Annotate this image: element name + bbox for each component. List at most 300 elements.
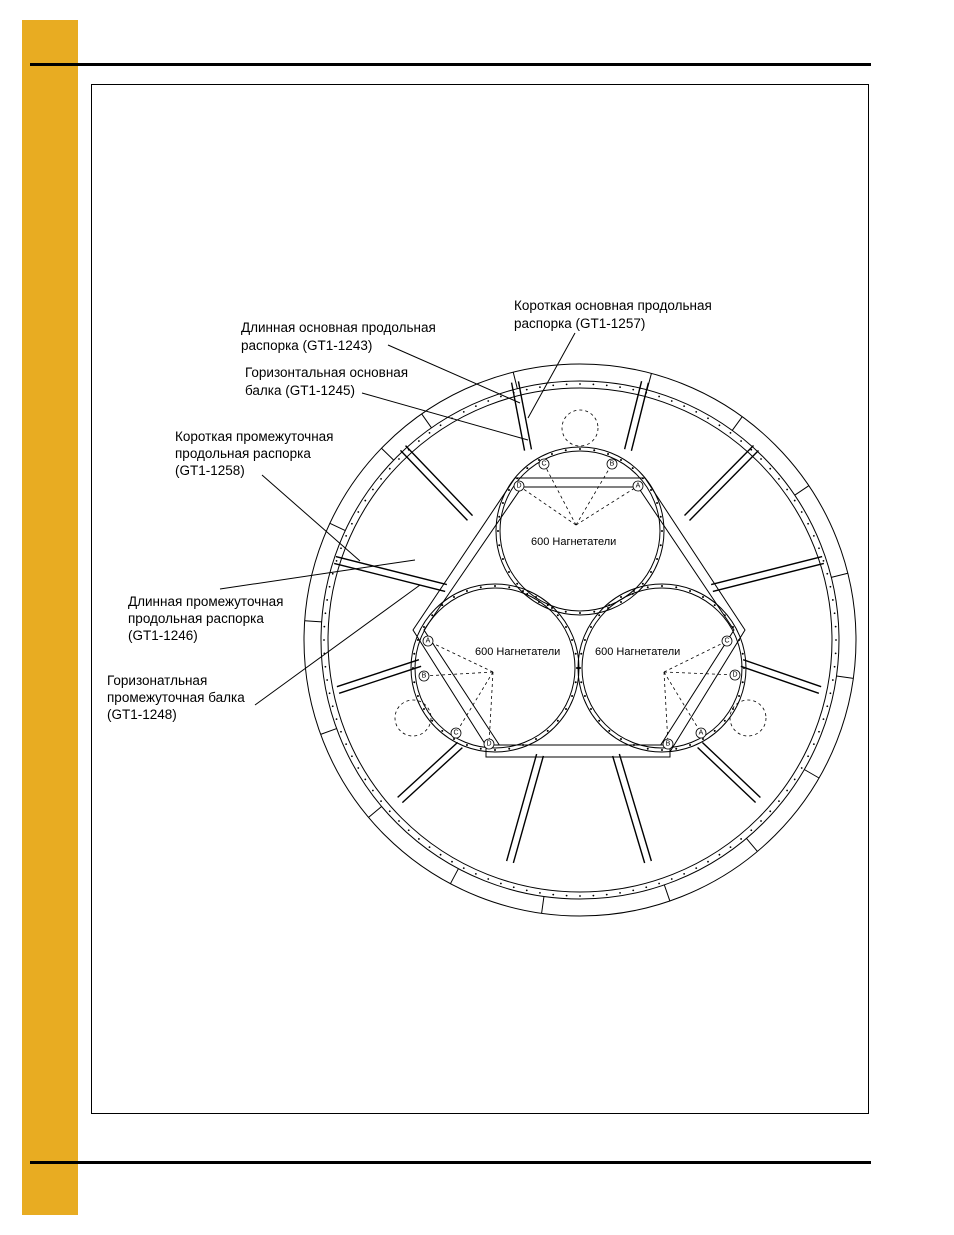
fan-bolt [453,738,455,740]
fan-bolt [675,586,677,588]
ring-bolt [526,389,528,391]
ring-bolt [719,854,721,856]
fan-bolt [575,653,577,655]
ring-bolt [830,692,832,694]
fan-bolt [742,653,744,655]
hole-tag-letter: C [453,729,459,737]
hole-tag-letter: D [486,740,492,748]
fan-bolt [584,639,586,641]
fan-label-left: 600 Нагнетатели [475,646,561,658]
fan-bolt [702,596,704,598]
ring-bolt [380,478,382,480]
ring-segment-tick [330,523,345,530]
ring-bolt [707,861,709,863]
ring-bolt [325,666,327,668]
ring-bolt [340,547,342,549]
label-long-main-strut: Длинная основная продольная распорка (GT1-1243) [241,320,436,353]
ring-bolt [801,511,803,513]
fan-bolt [608,730,610,732]
ring-bolt [326,599,328,601]
ring-bolt [760,820,762,822]
ring-segment-tick [732,417,742,431]
fan-dash-line [576,486,638,525]
fan-bolt [466,744,468,746]
ring-bolt [826,705,828,707]
fan-bolt [441,604,443,606]
fan-bolt [526,467,528,469]
fan-bolt [579,448,581,450]
fan-bolt [590,626,592,628]
fan-bolt [417,695,419,697]
ring-bolt [632,389,634,391]
ring-bolt [579,895,581,897]
fan-dash-line [664,672,701,733]
ring-bolt [440,424,442,426]
ring-bolt [487,878,489,880]
ring-bolt [730,432,732,434]
ring-bolt [351,755,353,757]
hole-tag-letter: B [421,672,427,680]
ring-bolt [463,867,465,869]
fan-ring-outer [411,584,579,752]
ring-bolt [418,440,420,442]
ring-bolt [332,705,334,707]
radial-strut-edge [398,742,458,797]
fan-dash-line [489,672,493,744]
ring-bolt [372,489,374,491]
radial-strut-edge [711,557,822,585]
ring-bolt [325,612,327,614]
fan-bolt [516,477,518,479]
radial-strut-edge [336,557,447,585]
ring-bolt [487,400,489,402]
ring-bolt [592,895,594,897]
fan-bolt [431,720,433,722]
fan-bolt [661,530,663,532]
fan-bolt [565,626,567,628]
fan-bolt [714,604,716,606]
ring-bolt [440,854,442,856]
fan-bolt [580,681,582,683]
ring-segment-tick [804,770,819,779]
ring-bolt [619,892,621,894]
fan-bolt [423,626,425,628]
ring-bolt [813,535,815,537]
fan-bolt [547,730,549,732]
fan-bolt [620,459,622,461]
fan-dash-line [424,672,493,676]
fan-bolt [580,653,582,655]
fan-bolt [579,612,581,614]
ring-bolt [357,767,359,769]
aux-dashed-circle [562,410,598,446]
fan-bolt [508,571,510,573]
ring-bolt [645,886,647,888]
radial-strut-edge [337,660,419,687]
fan-bolt [642,583,644,585]
ring-bolt [408,829,410,831]
label-horizontal-intermediate-beam: Горизонатльная промежуточная балка (GT1-1248) [107,673,245,722]
ring-bolt [323,626,325,628]
ring-bolt [606,894,608,896]
fan-bolt [620,601,622,603]
ring-bolt [834,612,836,614]
ring-segment-tick [305,621,322,622]
fan-bolt [498,516,500,518]
ring-bolt [463,411,465,413]
ring-bolt [513,886,515,888]
fan-bolt [742,681,744,683]
fan-label-top: 600 Нагнетатели [531,536,617,548]
ring-bolt [500,396,502,398]
fan-bolt [453,596,455,598]
fan-bolt [494,585,496,587]
ring-bolt [807,523,809,525]
ring-bolt [740,440,742,442]
radial-strut-edge [698,748,756,803]
fan-bolt [633,590,635,592]
ring-bolt [695,867,697,869]
fan-dash-line [544,464,576,525]
fan-bolt [632,467,634,469]
fan-bolt [590,708,592,710]
fan-bolt [593,449,595,451]
hole-tag-letter: A [698,729,704,737]
fan-bolt [575,681,577,683]
fan-bolt [480,748,482,750]
fan-bolt [620,738,622,740]
radial-strut-edge [685,446,754,516]
label-leader-line [528,333,575,418]
fan-bolt [689,590,691,592]
fan-ring-outer [578,584,746,752]
ring-bolt [683,873,685,875]
fan-ring-inner [582,588,742,748]
fan-bolt [675,748,677,750]
ring-bolt [323,639,325,641]
fan-frame-inner [421,487,734,746]
ring-segment-tick [746,838,757,851]
fan-bolt [571,695,573,697]
fan-bolt [702,738,704,740]
radial-strut-edge [334,563,445,591]
fan-ring-outer [496,447,664,615]
ring-bolt [389,810,391,812]
ring-segment-tick [795,486,809,496]
fan-ring-inner [415,588,575,748]
fan-dash-line [664,672,668,744]
ring-bolt [340,731,342,733]
ring-bolt [336,718,338,720]
fan-bolt [689,744,691,746]
fan-bolt [724,614,726,616]
fan-bolt [660,544,662,546]
fan-bolt [535,596,537,598]
fan-bolt [538,459,540,461]
radial-strut-edge [402,748,462,803]
fan-ring-inner [500,451,660,611]
fan-bolt [571,639,573,641]
fan-bolt [633,744,635,746]
fan-bolt [551,453,553,455]
fan-bolt [417,639,419,641]
fan-bolt [508,586,510,588]
ring-bolt [566,895,568,897]
fan-bolt [714,730,716,732]
fan-bolt [502,558,504,560]
aux-dashed-circle [730,700,766,736]
ring-bolt [826,573,828,575]
ring-bolt [823,560,825,562]
radial-strut-edge [400,450,467,520]
ring-bolt [429,432,431,434]
fan-bolt [743,667,745,669]
ring-bolt [329,586,331,588]
ring-bolt [552,894,554,896]
ring-segment-tick [513,372,517,388]
fan-dash-line [456,672,493,733]
bottom-cross-beam [486,745,670,757]
ring-bolt [579,383,581,385]
ring-bolt [695,411,697,413]
ring-bolt [719,424,721,426]
fan-bolt [620,596,622,598]
fan-bolt [431,614,433,616]
radial-strut-edge [339,666,421,693]
fan-dash-line [519,486,576,525]
fan-bolt [535,738,537,740]
hole-tag-letter: D [732,671,738,679]
ring-bolt [750,829,752,831]
fan-bolt [593,611,595,613]
ring-bolt [823,718,825,720]
ring-bolt [830,586,832,588]
radial-strut-edge [613,756,645,863]
fan-bolt [522,590,524,592]
ring-bolt [357,511,359,513]
aux-dashed-circle [395,700,431,736]
hole-tag-letter: B [609,460,615,468]
fan-dash-line [664,672,735,675]
fan-bolt [413,681,415,683]
ring-segment-tick [836,676,853,678]
hole-tag-letter: A [425,637,431,645]
ring-bolt [539,892,541,894]
fan-bolt [607,453,609,455]
ring-segment-tick [664,885,670,901]
label-leader-line [220,560,415,589]
radial-strut-edge [512,383,525,451]
ring-bolt [807,755,809,757]
fan-bolt [647,586,649,588]
fan-bolt [656,502,658,504]
fan-bolt [557,720,559,722]
fan-bolt [584,695,586,697]
fan-bolt [502,502,504,504]
fan-bolt [480,586,482,588]
fan-bolt [661,749,663,751]
ring-bolt [500,883,502,885]
fan-openings [395,410,766,752]
ring-bolt [835,639,837,641]
ring-bolt [345,743,347,745]
fan-bolt [565,708,567,710]
fan-bolt [557,614,559,616]
radial-strut-edge [741,666,819,693]
ring-bolt [786,790,788,792]
fan-bolt [724,720,726,722]
fan-bolt [413,653,415,655]
fan-bolt [738,639,740,641]
ring-bolt [740,838,742,840]
hole-tag-letter: A [635,482,641,490]
ring-bolt [778,478,780,480]
fan-bolt [508,748,510,750]
ring-bolt [671,878,673,880]
ring-bolt [329,692,331,694]
ring-bolt [372,790,374,792]
fan-bolt [598,720,600,722]
ring-bolt [794,779,796,781]
ring-bolt [429,846,431,848]
radial-strut-edge [513,756,543,863]
fan-bolt [660,516,662,518]
fan-bolt [608,604,610,606]
ring-bolt [389,468,391,470]
fan-bolt [494,749,496,751]
fan-bolt [441,730,443,732]
ring-bolt [619,386,621,388]
ring-bolt [451,861,453,863]
ring-bolt [326,679,328,681]
ring-bolt [606,385,608,387]
ring-bolt [592,383,594,385]
fan-bolt [497,530,499,532]
ring-bolt [526,890,528,892]
radial-strut-edge [702,742,760,797]
label-leader-line [262,475,360,561]
ring-bolt [539,386,541,388]
fan-bolt [412,667,414,669]
ring-bolt [835,626,837,628]
ring-bolt [683,405,685,407]
ring-bolt [832,679,834,681]
radial-strut-edge [507,754,537,861]
hole-tag-letter: C [541,460,547,468]
fan-bolt [661,585,663,587]
radial-strut-edge [689,450,758,520]
ring-bolt [794,500,796,502]
ring-bolt [475,405,477,407]
ring-bolt [351,523,353,525]
fan-bolt [522,744,524,746]
ring-segment-tick [831,573,847,577]
ring-bolt [778,800,780,802]
ring-segment-tick [369,806,382,817]
ring-bolt [707,417,709,419]
fan-bolt [656,558,658,560]
radial-strut-edge [625,381,642,449]
fan-bolt [547,604,549,606]
ring-bolt [552,385,554,387]
label-horizontal-main-beam: Горизонтальная основная балка (GT1-1245) [245,365,409,398]
ring-bolt [671,400,673,402]
ring-bolt [332,573,334,575]
fan-bolt [565,449,567,451]
ring-bolt [769,468,771,470]
label-short-intermediate-strut: Короткая промежуточная продольная распорка (GT1-1258) [175,429,334,478]
ring-bolt [730,846,732,848]
fan-bolt [466,590,468,592]
fan-bolt [650,489,652,491]
fan-bolt [516,583,518,585]
fan-bolt [732,626,734,628]
label-short-main-strut: Короткая основная продольная распорка (GT1-1257) [514,298,712,331]
ring-bolt [818,547,820,549]
fan-bolt [598,614,600,616]
fan-bolt [579,667,581,669]
ring-segment-tick [542,896,544,913]
radial-strut-edge [743,660,821,687]
radial-strut-edge [406,446,473,516]
fan-bolt [498,544,500,546]
fan-label-right: 600 Нагнетатели [595,646,681,658]
ring-bolt [769,810,771,812]
hole-tag-letter: B [665,740,671,748]
fan-bolt [650,571,652,573]
ring-bolt [632,890,634,892]
ring-bolt [398,820,400,822]
fan-bolt [423,708,425,710]
ring-bolt [801,767,803,769]
ring-bolt [835,652,837,654]
ring-bolt [566,383,568,385]
ring-bolt [658,396,660,398]
label-long-intermediate-strut: Длинная промежуточная продольная распорка (GT1-1246) [128,594,284,643]
inner-ring-lip [328,388,832,892]
ring-bolt [364,779,366,781]
ring-bolt [345,535,347,537]
ring-bolt [760,458,762,460]
ring-bolt [336,560,338,562]
fan-bolt [642,477,644,479]
ring-bolt [380,800,382,802]
ring-segment-tick [422,414,432,428]
ring-bolt [786,489,788,491]
ring-bolt [832,599,834,601]
ring-bolt [398,458,400,460]
ring-segment-tick [450,869,458,884]
ring-bolt [834,666,836,668]
fan-bolt [738,695,740,697]
radial-strut-edge [619,754,651,861]
fan-bolt [647,748,649,750]
ring-bolt [364,500,366,502]
hole-tag-letter: C [724,637,730,645]
ring-bolt [818,731,820,733]
fan-bolt [508,489,510,491]
fan-dash-line [576,464,612,525]
fan-bolt [565,611,567,613]
ring-bolt [658,883,660,885]
radial-strut-edge [713,563,824,591]
hole-tag-letter: D [516,482,522,490]
ring-segment-tick [381,448,393,460]
ring-bolt [418,838,420,840]
ring-segment-tick [321,729,337,735]
ring-bolt [475,873,477,875]
ring-bolt [813,743,815,745]
